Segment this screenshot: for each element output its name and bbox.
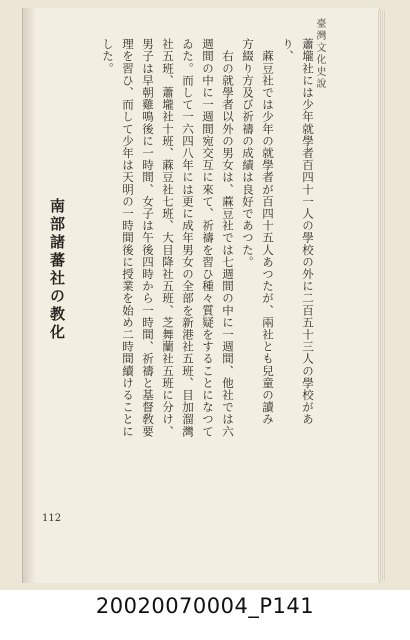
body-line: 右の就學者以外の男女は、蔴豆社では七週間の中に一週間、他社では六: [221, 38, 235, 438]
body-line: 週間の中に一週間宛交互に來て、祈禱を習ひ種々質疑をすることになつて: [201, 38, 215, 438]
image-caption-id: 20020070004_P141: [95, 594, 315, 618]
page-number: 112: [42, 513, 62, 524]
body-text: [98, 38, 318, 508]
body-line: 男子は早朝雞鳴後に一時間、女子は午後四時から一時間、祈禱と基督敎要: [141, 38, 155, 438]
page-gutter-shadow: [22, 8, 36, 583]
running-head: 臺灣文化史說: [314, 18, 325, 90]
body-line: ゐた。而して一六四八年には更に成年男女の全部を新港社五班、目加溜灣: [181, 38, 195, 438]
section-heading: 南部諸蕃社の教化: [48, 198, 66, 342]
body-line: 蕭壠社には少年就學者百四十一人の學校の外に二百五十三人の學校があ: [301, 38, 315, 426]
body-line: 理を習ひ、而して少年は天明の一時間後に授業を始め二時間續けることに: [121, 38, 135, 438]
body-line: 方綴り方及び祈禱の成績は良好であつた。: [241, 38, 255, 268]
body-line: り、: [281, 38, 295, 63]
page-edge-stack: [378, 10, 386, 581]
body-line: 社五班、蕭壠社十班、蔴豆社七班、大目降社五班、芝舞蘭社五班に分け、: [161, 38, 175, 438]
body-line: 蔴豆社では少年の就學者が百四十五人あつたが、兩社とも兒童の讀み: [261, 38, 275, 426]
body-line: した。: [101, 38, 115, 75]
